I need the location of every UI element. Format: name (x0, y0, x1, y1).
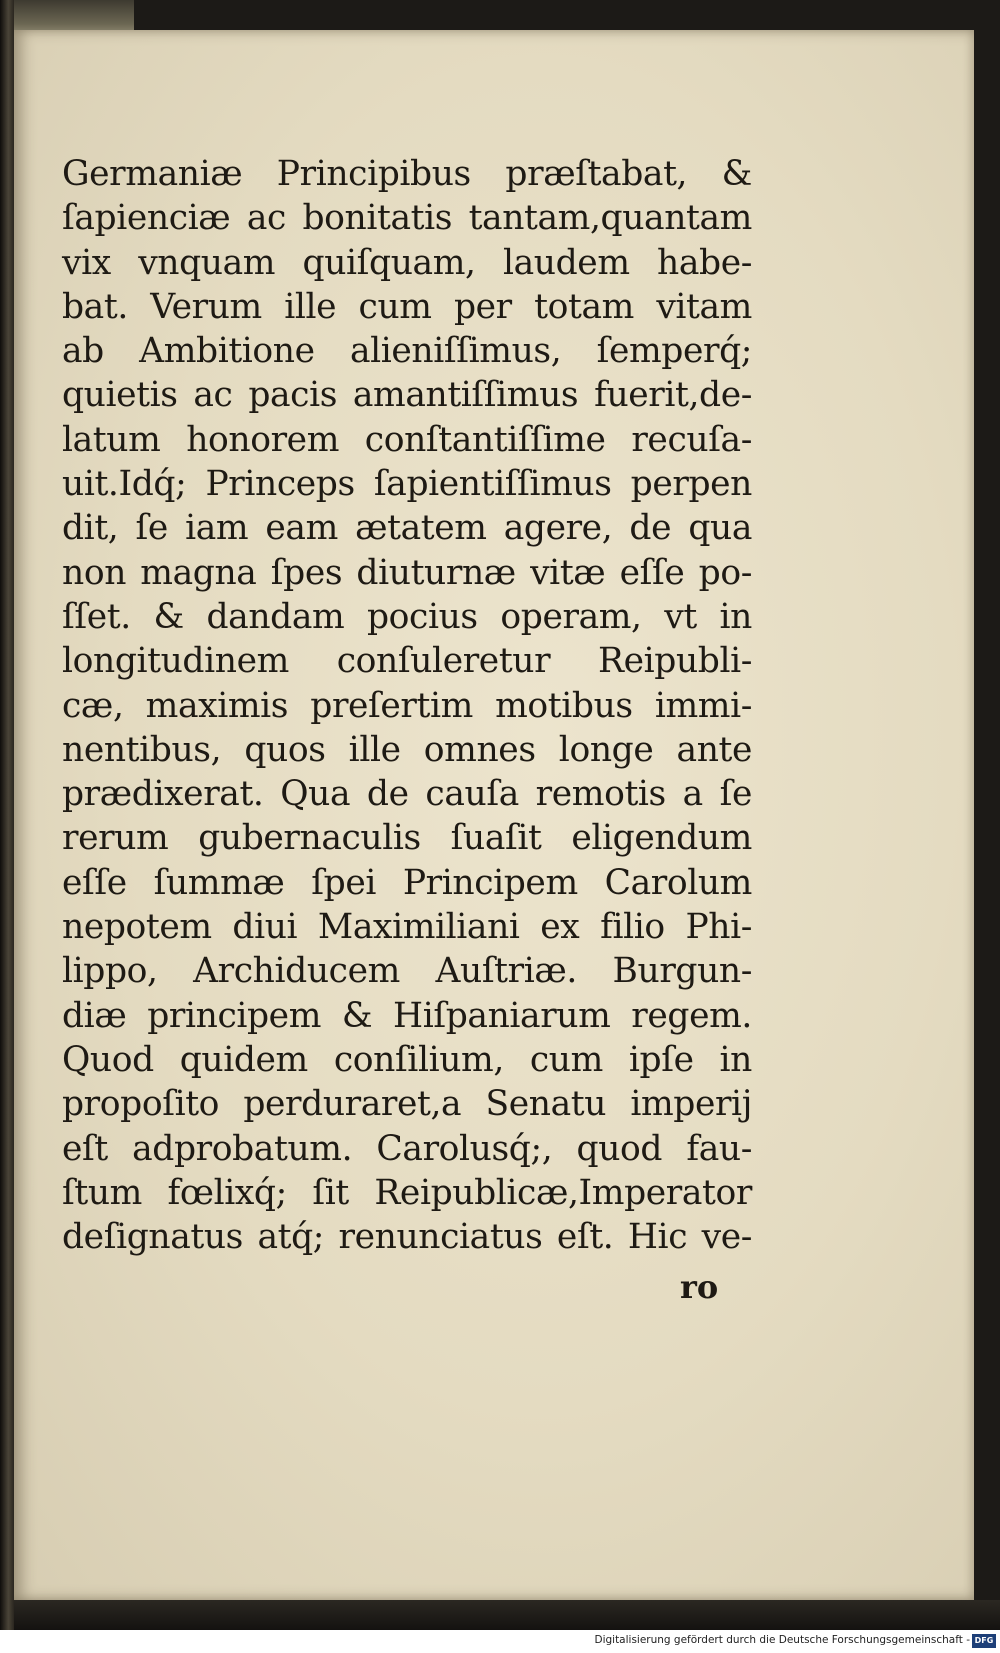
text-line: diæ principem & Hiſpaniarum regem. (62, 995, 752, 1036)
text-line: Germaniæ Principibus præſtabat, & (62, 154, 752, 194)
text-line: eſſe ſummæ ſpei Principem Carolum (62, 862, 752, 903)
text-line: nentibus, quos ille omnes longe ante (62, 729, 752, 770)
text-line: cæ, maximis preſertim motibus immi- (62, 685, 752, 726)
text-line: vix vnquam quiſquam, laudem habe- (62, 242, 752, 283)
text-line: ab Ambitione alieniſſimus, ſemperq́; (62, 331, 752, 372)
text-line: rerum gubernaculis ſuaſit eligendum (62, 818, 752, 859)
text-line: nepotem diui Maximiliani ex filio Phi- (62, 907, 752, 948)
catchword: ro (680, 1268, 719, 1306)
text-line: Quod quidem conſilium, cum ipſe in (62, 1039, 752, 1080)
text-line: eſt adprobatum. Carolusq́;, quod fau- (62, 1128, 752, 1169)
digitization-footer (0, 1630, 1000, 1653)
text-line: bat. Verum ille cum per totam vitam (62, 286, 752, 327)
page-text-block (62, 152, 752, 1259)
text-line: latum honorem conſtantiſſime recuſa- (62, 419, 752, 460)
text-line: quietis ac pacis amantiſſimus fuerit,de- (62, 375, 752, 416)
footer-credit-text: Digitalisierung gefördert durch die Deutsche Forschungsgemeinschaft - (594, 1634, 970, 1646)
text-line: ſapienciæ ac bonitatis tantam,quantam (62, 198, 752, 239)
text-line: prædixerat. Qua de cauſa remotis a ſe (62, 774, 752, 815)
text-line: deſignatus atq́; renunciatus eſt. Hic ve- (62, 1217, 752, 1258)
page-bottom-shadow (14, 1600, 1000, 1630)
text-line: lippo, Archiducem Auſtriæ. Burgun- (62, 951, 752, 992)
text-line: propoſito perduraret,a Senatu imperij (62, 1084, 752, 1125)
text-line: uit.Idq́; Princeps ſapientiſſimus perpen (62, 464, 752, 505)
book-spine-edge (0, 0, 14, 1653)
text-line: ſtum fœlixq́; ſit Reipublicæ,Imperator (62, 1172, 752, 1213)
text-line: dit, ſe iam eam ætatem agere, de qua (62, 508, 752, 549)
page-corner-scrap (14, 0, 134, 34)
text-line: longitudinem conſuleretur Reipubli- (62, 641, 752, 682)
dfg-logo-icon: DFG (972, 1634, 996, 1648)
text-line: ſſet. & dandam pocius operam, vt in (62, 596, 752, 637)
text-line: non magna ſpes diuturnæ vitæ eſſe po- (62, 552, 752, 593)
